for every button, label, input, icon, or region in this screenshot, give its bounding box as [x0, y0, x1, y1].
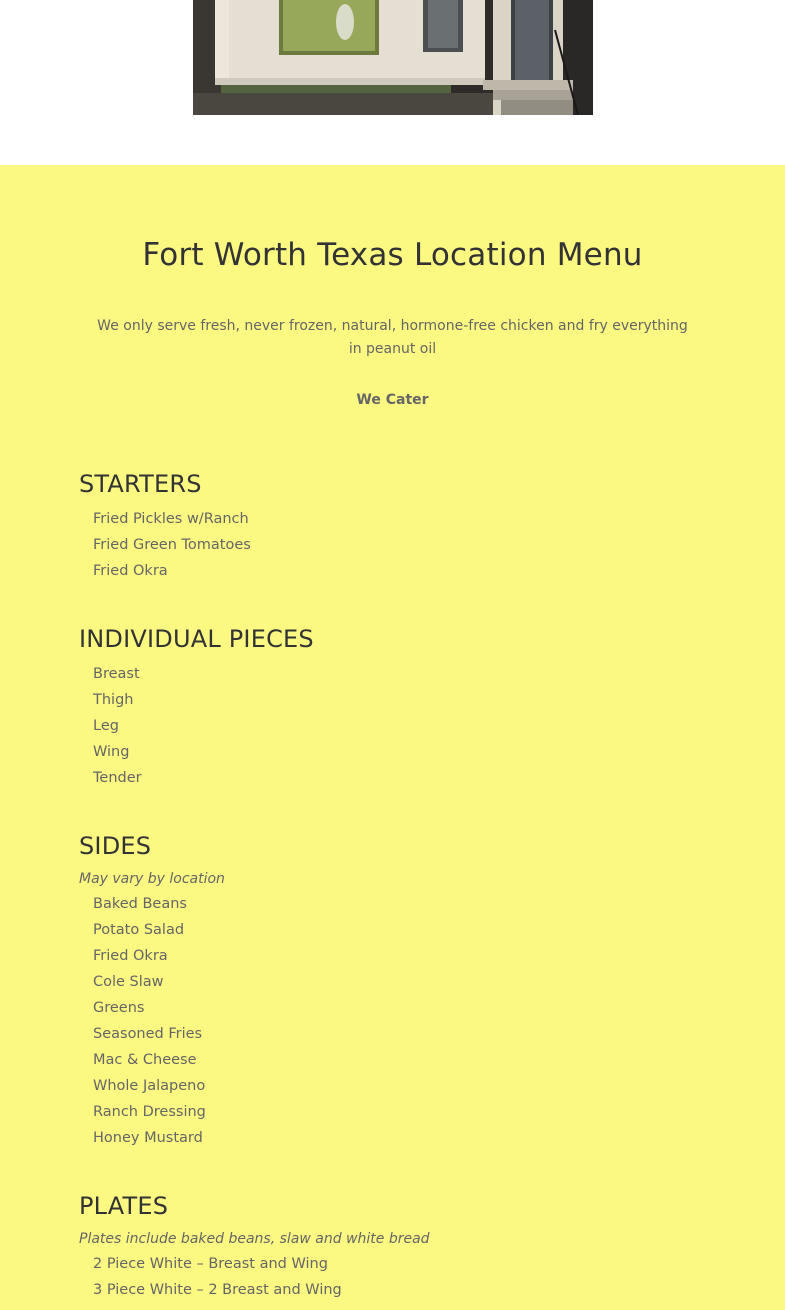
- category-title-starters: STARTERS: [79, 470, 202, 498]
- menu-item: Whole Jalapeno: [93, 1078, 206, 1094]
- hero-photo-area: [0, 0, 785, 165]
- menu-item: Fried Green Tomatoes: [93, 537, 251, 553]
- menu-item: 2 Piece White – Breast and Wing: [93, 1256, 328, 1272]
- menu-item: Wing: [93, 744, 130, 760]
- menu-item: Breast: [93, 666, 140, 682]
- category-title-sides: SIDES: [79, 832, 152, 860]
- menu-item: Leg: [93, 718, 119, 734]
- menu-title: Fort Worth Texas Location Menu: [142, 237, 643, 273]
- individual-pieces-list: [93, 661, 142, 791]
- plates-list: [93, 1251, 342, 1303]
- menu-item: Greens: [93, 1000, 145, 1016]
- menu-item: Fried Pickles w/Ranch: [93, 511, 249, 527]
- menu-item: Thigh: [93, 692, 134, 708]
- menu-item: Mac & Cheese: [93, 1052, 197, 1068]
- menu-item: Ranch Dressing: [93, 1104, 206, 1120]
- plates-note: Plates include baked beans, slaw and white bread: [79, 1231, 430, 1247]
- menu-item: Tender: [93, 770, 142, 786]
- storefront-photo: [193, 0, 593, 115]
- menu-item: Fried Okra: [93, 563, 168, 579]
- menu-intro-text: We only serve fresh, never frozen, natural, hormone-free chicken and fry everything in peanut oil: [97, 318, 688, 357]
- sides-note: May vary by location: [79, 871, 225, 887]
- menu-item: Honey Mustard: [93, 1130, 203, 1146]
- menu-item: Seasoned Fries: [93, 1026, 203, 1042]
- starters-list: [93, 506, 251, 584]
- menu-item: Cole Slaw: [93, 974, 164, 990]
- menu-item: Fried Okra: [93, 948, 168, 964]
- category-title-plates: PLATES: [79, 1192, 169, 1220]
- menu-section: [0, 165, 785, 1310]
- category-title-individual-pieces: INDIVIDUAL PIECES: [79, 625, 314, 653]
- we-cater-text: We Cater: [356, 392, 429, 408]
- menu-item: Potato Salad: [93, 922, 185, 938]
- menu-item: Baked Beans: [93, 896, 187, 912]
- menu-item: 3 Piece White – 2 Breast and Wing: [93, 1282, 342, 1298]
- sides-list: [93, 891, 206, 1151]
